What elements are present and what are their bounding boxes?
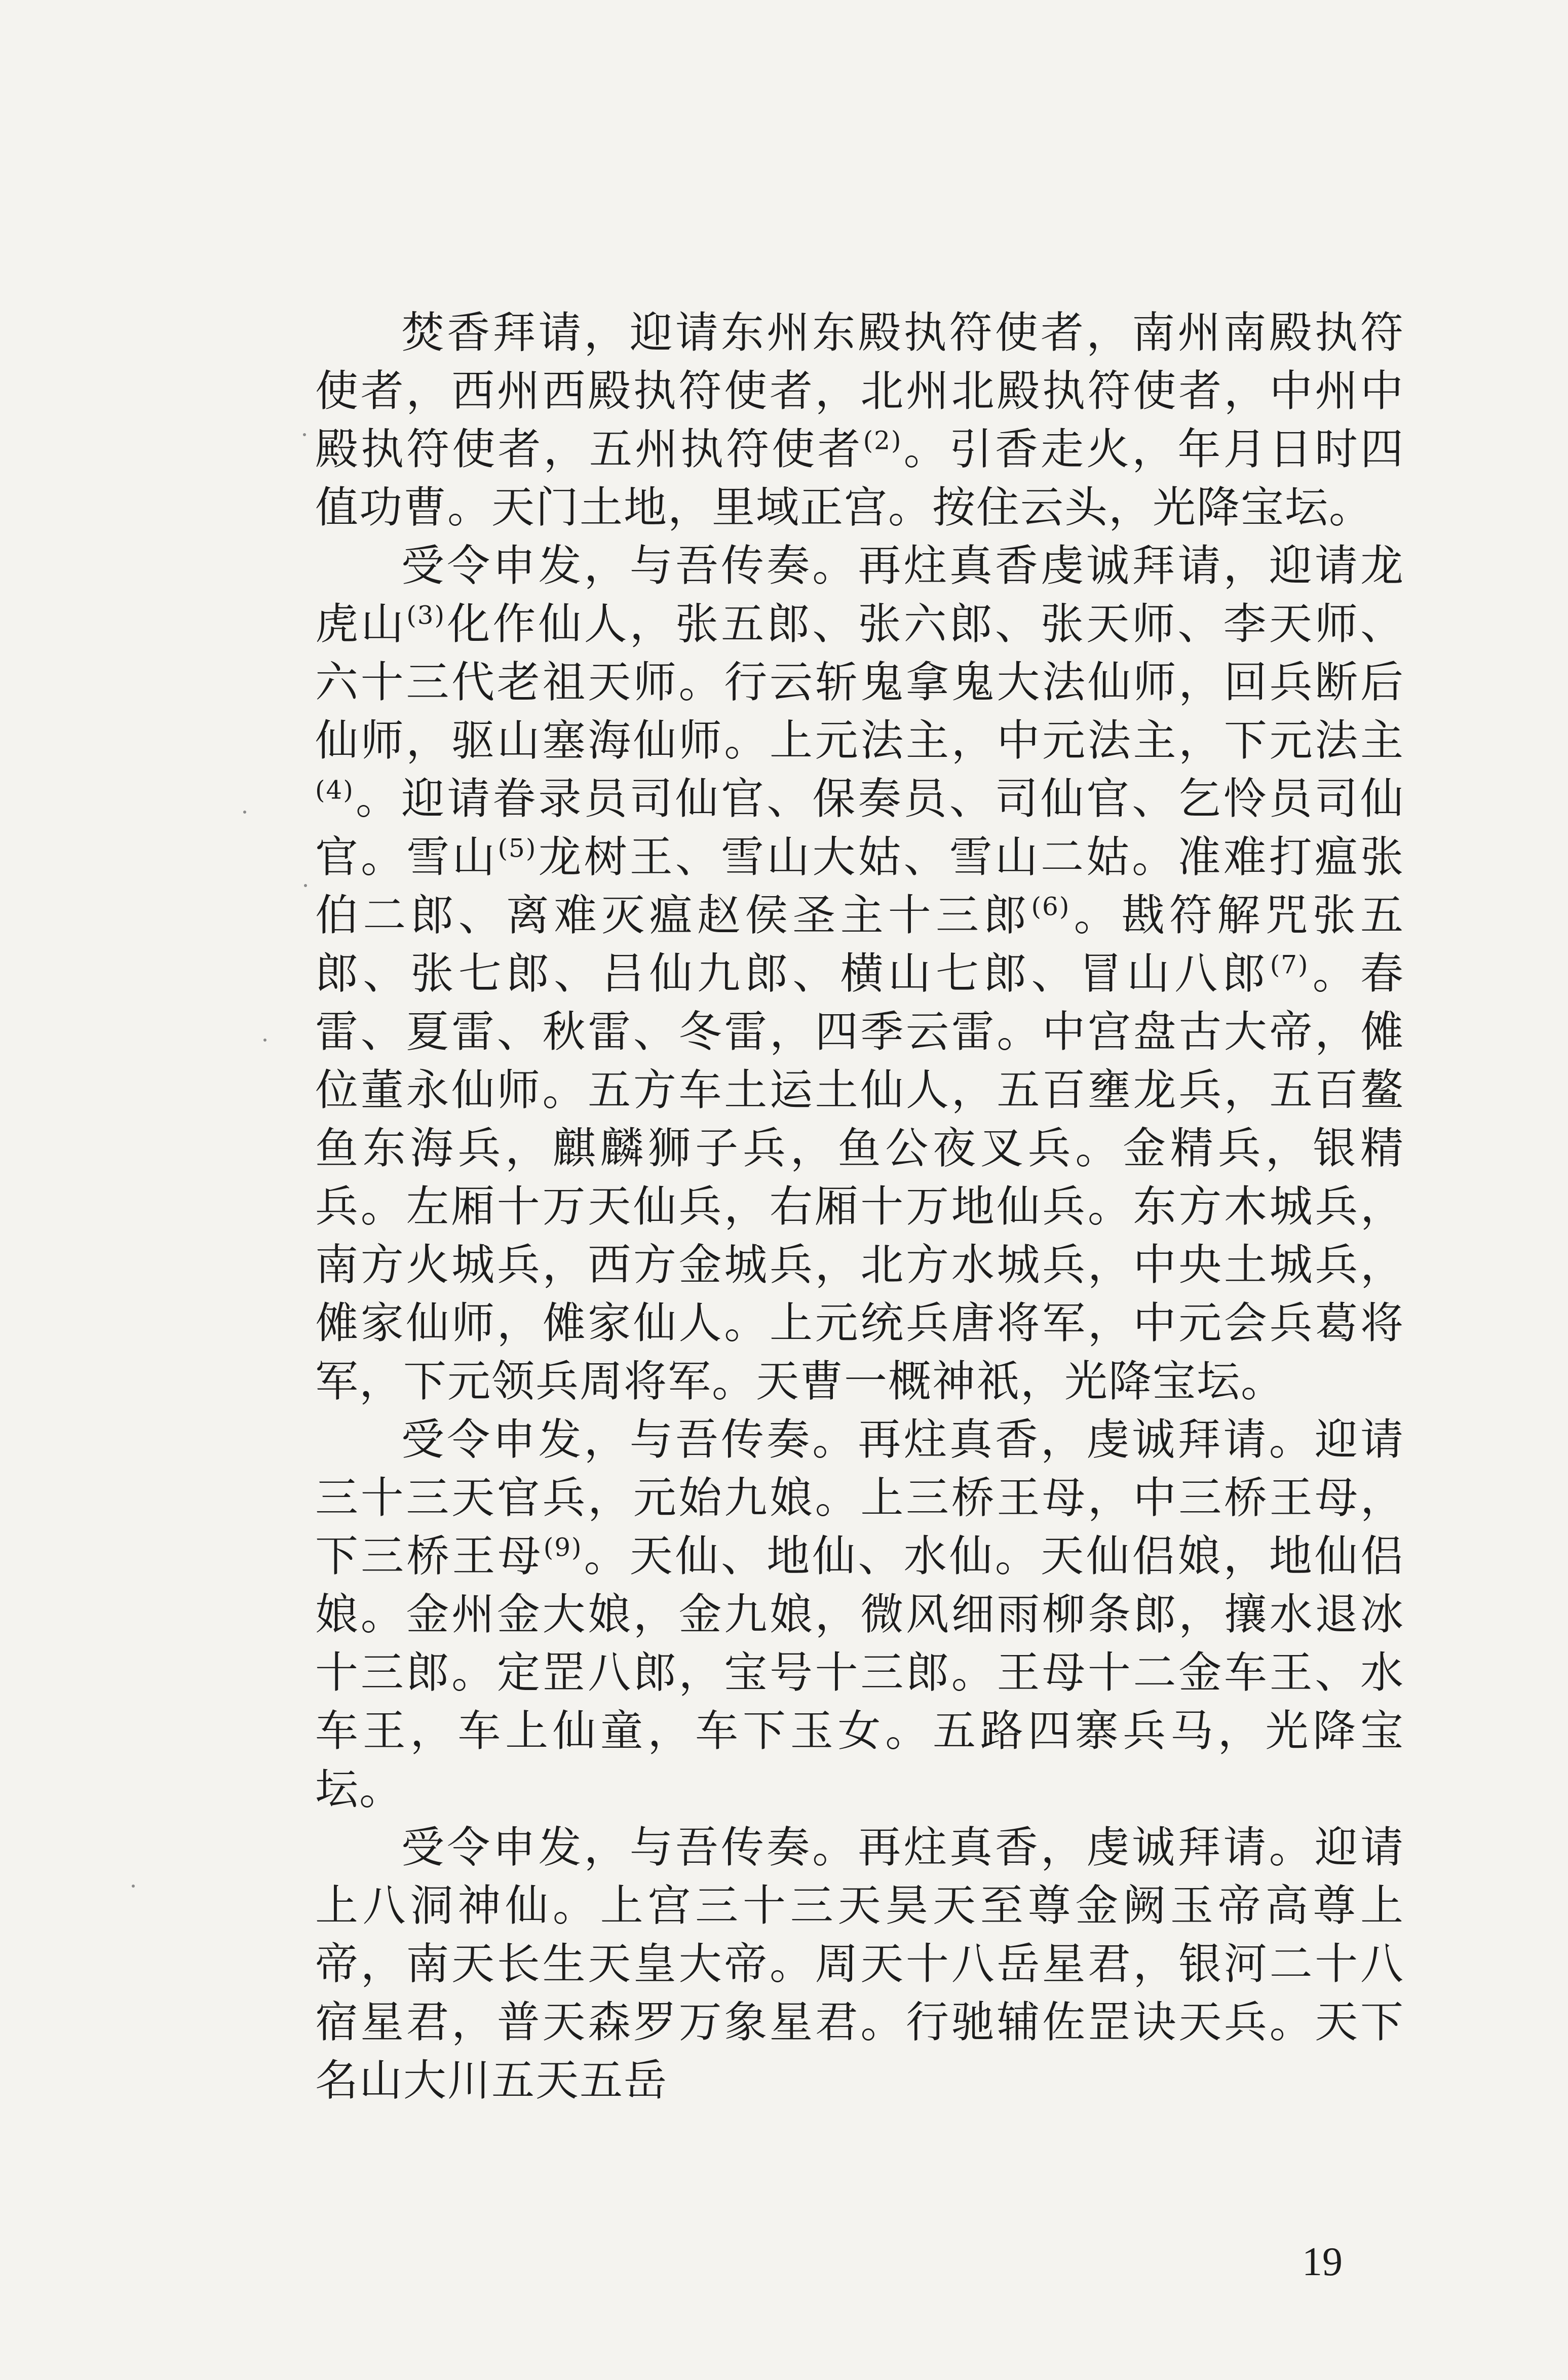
text-run: 焚香拜请，迎请东州东殿执符使者，南州南殿执符使者，西州西殿执符使者，北州北殿执符使者，中州中殿执符使者，五州执符使者: [315, 308, 1404, 475]
footnote-marker: (6): [1031, 892, 1070, 922]
footnote-marker: (2): [863, 426, 902, 455]
paragraph-4: [315, 1819, 1404, 2110]
footnote-marker: (9): [543, 1532, 583, 1562]
text-run: 。春雷、夏雷、秋雷、冬雷，四季云雷。中宫盘古大帝，傩位董永仙师。五方车土运土仙人，五百壅龙兵，五百鳌鱼东海兵，麒麟狮子兵，鱼公夜叉兵。金精兵，银精兵。左厢十万天仙兵，右厢十万地仙兵。东方木城兵，南方火城兵，西方金城兵，北方水城兵，中央土城兵，傩家仙师，傩家仙人。上元统兵唐将军，中元会兵葛将军，下元领兵周将军。天曹一概神祇，光降宝坛。: [315, 949, 1404, 1407]
text-run: 受令申发，与吾传奏。再炷真香，虔诚拜请。迎请上八洞神仙。上宫三十三天昊天至尊金阙玉帝高尊上帝，南天长生天皇大帝。周天十八岳星君，银河二十八宿星君，普天森罗万象星君。行驰辅佐罡诀天兵。天下名山大川五天五岳: [315, 1823, 1404, 2106]
scan-speck: [132, 1885, 135, 1888]
body-text: [315, 304, 1404, 2110]
paragraph-1: [315, 304, 1404, 537]
text-run: 。戡符解咒张五郎、张七郎、吕仙九郎、横山七郎、冒山八郎: [315, 891, 1404, 999]
paragraph-2: [315, 537, 1404, 1411]
footnote-marker: (3): [406, 600, 446, 630]
footnote-marker: (4): [315, 775, 354, 805]
paragraph-3: [315, 1411, 1404, 1819]
page-number: 19: [1302, 2240, 1343, 2284]
text-run: 化作仙人，张五郎、张六郎、张天师、李天师、六十三代老祖天师。行云斩鬼拿鬼大法仙师，回兵断后仙师，驱山塞海仙师。上元法主，中元法主，下元法主: [315, 599, 1404, 766]
footnote-marker: (5): [498, 833, 537, 863]
text-run: 。迎请眷录员司仙官、保奏员、司仙官、乞怜员司仙官。雪山: [315, 774, 1404, 882]
text-run: 。天仙、地仙、水仙。天仙侣娘，地仙侣娘。金州金大娘，金九娘，微风细雨柳条郎，攘水退冰十三郎。定罡八郎，宝号十三郎。王母十二金车王、水车王，车上仙童，车下玉女。五路四寨兵马，光降宝坛。: [315, 1531, 1404, 1815]
scan-speck: [243, 811, 246, 814]
scan-speck: [304, 884, 307, 887]
text-run: 受令申发，与吾传奏。再炷真香，虔诚拜请。迎请三十三天官兵，元始九娘。上三桥王母，中三桥王母，下三桥王母: [315, 1415, 1404, 1582]
text-run: 受令申发，与吾传奏。再炷真香虔诚拜请，迎请龙虎山: [315, 541, 1404, 649]
text-run: 龙树王、雪山大姑、雪山二姑。准难打瘟张伯二郎、离难灭瘟赵侯圣主十三郎: [315, 832, 1404, 941]
footnote-marker: (7): [1270, 950, 1309, 980]
scan-speck: [263, 1039, 266, 1042]
text-run: 。引香走火，年月日时四值功曹。天门土地，里域正宫。按住云头，光降宝坛。: [315, 425, 1404, 533]
scan-speck: [303, 433, 306, 436]
